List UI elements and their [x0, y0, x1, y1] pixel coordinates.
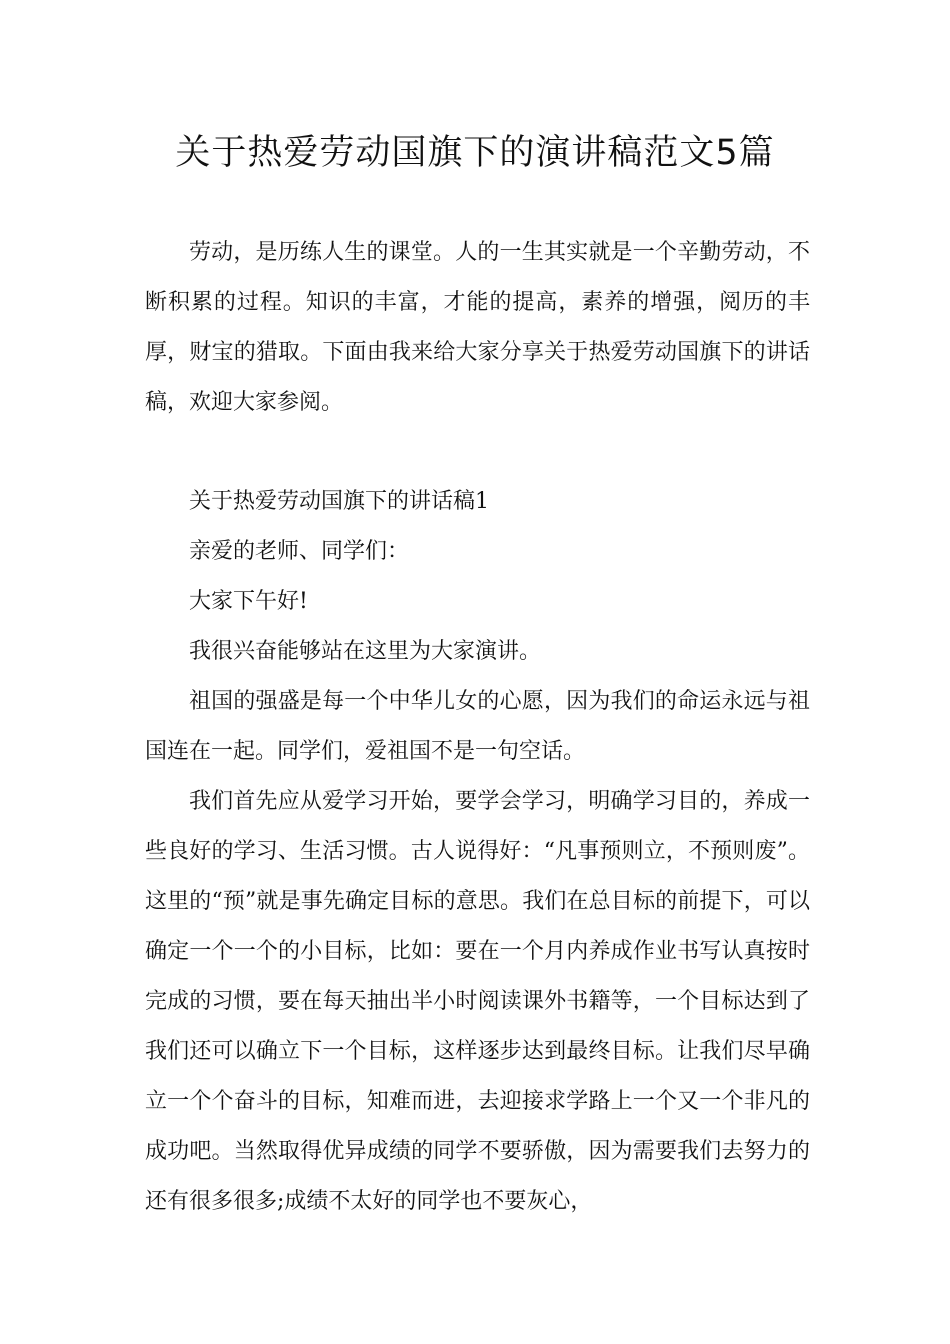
greeting: 大家下午好!: [189, 589, 308, 614]
body-paragraph: 祖国的强盛是每一个中华儿女的心愿，因为我们的命运永远与祖国连在一起。同学们，爱祖国不是一句空话。: [145, 689, 810, 764]
document-title: 关于热爱劳动国旗下的演讲稿范文5篇: [175, 133, 775, 173]
section-heading: 关于热爱劳动国旗下的讲话稿1: [189, 489, 489, 514]
body-paragraph: 我们首先应从爱学习开始，要学会学习，明确学习目的，养成一些良好的学习、生活习惯。古人说得好：“凡事预则立，不预则废”。这里的“预”就是事先确定目标的意思。我们在总目标的前提下，可以确定一个一个的小目标，比如：要在一个月内养成作业书写认真按时完成的习惯，要在每天抽出半小时阅读课外书籍等，一个目标达到了我们还可以确立下一个目标，这样逐步达到最终目标。让我们尽早确立一个个奋斗的目标，知难而进，去迎接求学路上一个又一个非凡的成功吧。当然取得优异成绩的同学不要骄傲，因为需要我们去努力的还有很多很多;成绩不太好的同学也不要灰心，: [145, 789, 810, 1214]
body-paragraph: 我很兴奋能够站在这里为大家演讲。: [189, 639, 542, 664]
speech-section: [145, 477, 810, 1227]
intro-paragraph: 劳动，是历练人生的课堂。人的一生其实就是一个辛勤劳动，不断积累的过程。知识的丰富，才能的提高，素养的增强，阅历的丰厚，财宝的猎取。下面由我来给大家分享关于热爱劳动国旗下的讲话稿，欢迎大家参阅。: [145, 240, 810, 415]
salutation: 亲爱的老师、同学们：: [189, 539, 410, 564]
